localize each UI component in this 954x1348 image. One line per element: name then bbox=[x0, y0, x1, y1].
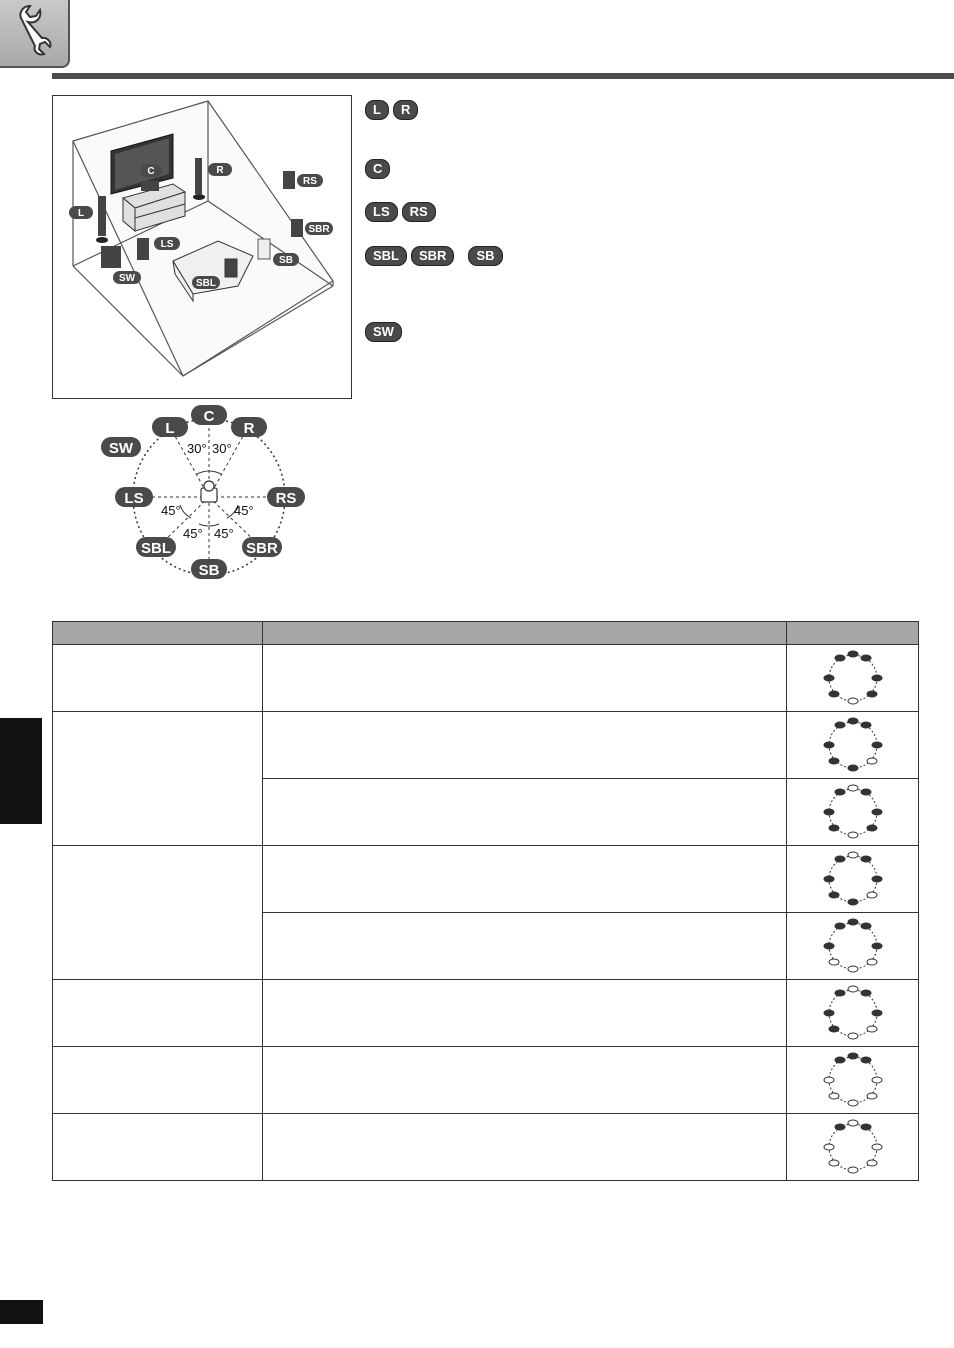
layout-cell bbox=[787, 712, 919, 779]
diagram-badge-sb bbox=[191, 559, 227, 579]
speaker-dot-inactive bbox=[867, 959, 877, 965]
speaker-dot-active bbox=[829, 1026, 839, 1032]
room-tag-c bbox=[140, 164, 162, 177]
svg-text:SB: SB bbox=[279, 255, 293, 266]
table-row bbox=[53, 712, 919, 779]
room-tag-r bbox=[208, 163, 232, 176]
speaker-dot-active bbox=[829, 691, 839, 697]
speaker-dot-inactive bbox=[867, 892, 877, 898]
room-tag-ls bbox=[154, 237, 180, 250]
speaker-dot-active bbox=[867, 691, 877, 697]
svg-text:SBR: SBR bbox=[246, 540, 278, 557]
layout-cell bbox=[787, 1114, 919, 1181]
badge-r: R bbox=[393, 100, 418, 120]
legend-row-surround bbox=[365, 202, 436, 222]
speaker-dot-active bbox=[835, 923, 845, 929]
speaker-dot-active bbox=[824, 809, 834, 815]
table-header-cell bbox=[787, 622, 919, 645]
svg-text:RS: RS bbox=[275, 490, 297, 507]
svg-text:SBR: SBR bbox=[308, 224, 330, 235]
speaker-dot-inactive bbox=[867, 758, 877, 764]
badge-sbl: SBL bbox=[365, 246, 407, 266]
badge-c: C bbox=[365, 159, 390, 179]
speaker-dot-inactive bbox=[867, 1160, 877, 1166]
room-tag-sbr bbox=[305, 222, 333, 235]
speaker-dot-active bbox=[835, 990, 845, 996]
table-cell bbox=[53, 980, 263, 1047]
badge-sb: SB bbox=[468, 246, 502, 266]
table-header-cell bbox=[53, 622, 263, 645]
speaker-dot-active bbox=[835, 789, 845, 795]
header-rule bbox=[52, 73, 954, 79]
speaker-dot-inactive bbox=[829, 1160, 839, 1166]
speaker-dot-active bbox=[829, 825, 839, 831]
badge-sw: SW bbox=[365, 322, 402, 342]
angle-label: 45° bbox=[183, 526, 203, 541]
table-row bbox=[53, 1114, 919, 1181]
diagram-badge-c bbox=[191, 405, 227, 425]
speaker-dot-inactive bbox=[848, 852, 858, 858]
speaker-layout-icon bbox=[821, 847, 885, 907]
room-tag-sbl bbox=[192, 276, 220, 289]
speaker-dot-inactive bbox=[848, 785, 858, 791]
legend-row-front bbox=[365, 100, 418, 120]
badge-ls: LS bbox=[365, 202, 398, 222]
table-row bbox=[53, 846, 919, 913]
legend-row-surround-back bbox=[365, 246, 503, 266]
diagram-badge-r bbox=[231, 417, 267, 437]
speaker-dot-active bbox=[861, 655, 871, 661]
speaker-dot-active bbox=[835, 1057, 845, 1063]
speaker-layout-icon bbox=[821, 981, 885, 1041]
svg-text:SBL: SBL bbox=[196, 278, 216, 289]
speaker-dot-inactive bbox=[829, 1093, 839, 1099]
speaker-dot-active bbox=[872, 675, 882, 681]
angle-label: 45° bbox=[161, 503, 181, 518]
table-cell bbox=[263, 1047, 787, 1114]
speaker-dot-inactive bbox=[867, 1026, 877, 1032]
speaker-dot-inactive bbox=[872, 1144, 882, 1150]
table-cell bbox=[53, 846, 263, 980]
svg-text:RS: RS bbox=[303, 176, 317, 187]
svg-text:SW: SW bbox=[118, 273, 136, 284]
speaker-dot-active bbox=[848, 899, 858, 905]
speaker-layout-icon bbox=[821, 780, 885, 840]
room-tag-sb bbox=[273, 253, 299, 266]
svg-text:R: R bbox=[243, 420, 255, 437]
speaker-placement-diagram bbox=[95, 400, 325, 585]
speaker-dot-active bbox=[829, 758, 839, 764]
speaker-dot-inactive bbox=[848, 1033, 858, 1039]
svg-text:SB: SB bbox=[198, 562, 220, 579]
svg-text:L: L bbox=[77, 208, 85, 219]
speaker-dot-active bbox=[861, 1057, 871, 1063]
diagram-badge-l bbox=[152, 417, 188, 437]
table-cell bbox=[263, 980, 787, 1047]
speaker-dot-inactive bbox=[872, 1077, 882, 1083]
speaker-dot-inactive bbox=[848, 966, 858, 972]
table-cell bbox=[263, 779, 787, 846]
room-tag-l bbox=[69, 206, 93, 219]
speaker-layout-icon bbox=[821, 1048, 885, 1108]
section-icon-tab bbox=[0, 0, 70, 68]
speaker-dot-active bbox=[861, 789, 871, 795]
svg-text:C: C bbox=[147, 166, 155, 177]
svg-text:LS: LS bbox=[160, 239, 174, 250]
speaker-dot-inactive bbox=[824, 1144, 834, 1150]
table-cell bbox=[263, 913, 787, 980]
table-cell bbox=[263, 846, 787, 913]
table-cell bbox=[53, 1114, 263, 1181]
speaker-dot-active bbox=[872, 876, 882, 882]
speaker-dot-inactive bbox=[867, 1093, 877, 1099]
layout-cell bbox=[787, 645, 919, 712]
speaker-dot-inactive bbox=[848, 986, 858, 992]
speaker-dot-inactive bbox=[824, 1077, 834, 1083]
room-illustration bbox=[52, 95, 352, 399]
table-cell bbox=[263, 712, 787, 779]
speaker-dot-active bbox=[872, 943, 882, 949]
svg-text:SBL: SBL bbox=[141, 540, 171, 557]
layout-cell bbox=[787, 779, 919, 846]
diagram-badge-rs bbox=[267, 487, 305, 507]
legend-row-center bbox=[365, 159, 390, 179]
speaker-dot-active bbox=[872, 742, 882, 748]
layout-cell bbox=[787, 846, 919, 913]
speaker-dot-inactive bbox=[848, 698, 858, 704]
layout-cell bbox=[787, 1047, 919, 1114]
speaker-dot-inactive bbox=[848, 1167, 858, 1173]
speaker-dot-active bbox=[848, 765, 858, 771]
svg-text:L: L bbox=[165, 420, 175, 437]
diagram-badge-sbl bbox=[136, 537, 176, 557]
svg-text:LS: LS bbox=[124, 490, 144, 507]
wrench-icon bbox=[0, 0, 66, 64]
layout-cell bbox=[787, 980, 919, 1047]
legend-row-subwoofer bbox=[365, 322, 402, 342]
speaker-layout-icon bbox=[821, 713, 885, 773]
table-row bbox=[53, 980, 919, 1047]
badge-l: L bbox=[365, 100, 389, 120]
table-cell bbox=[53, 1047, 263, 1114]
speaker-dot-active bbox=[861, 722, 871, 728]
speaker-dot-active bbox=[824, 742, 834, 748]
speaker-dot-active bbox=[872, 1010, 882, 1016]
room-tag-rs bbox=[297, 174, 323, 187]
angle-label: 45° bbox=[234, 503, 254, 518]
table-row bbox=[53, 645, 919, 712]
table-cell bbox=[263, 1114, 787, 1181]
speaker-dot-active bbox=[835, 655, 845, 661]
speaker-dot-active bbox=[835, 722, 845, 728]
diagram-badge-sbr bbox=[242, 537, 282, 557]
speaker-dot-inactive bbox=[829, 959, 839, 965]
speaker-dot-inactive bbox=[848, 832, 858, 838]
speaker-dot-active bbox=[824, 943, 834, 949]
speaker-dot-active bbox=[872, 809, 882, 815]
speaker-dot-active bbox=[824, 876, 834, 882]
angle-label: 45° bbox=[214, 526, 234, 541]
table-cell bbox=[53, 645, 263, 712]
table-row bbox=[53, 1047, 919, 1114]
svg-text:C: C bbox=[203, 408, 215, 425]
speaker-dot-active bbox=[824, 1010, 834, 1016]
speaker-dot-active bbox=[824, 675, 834, 681]
badge-rs: RS bbox=[402, 202, 436, 222]
speaker-dot-active bbox=[848, 651, 858, 657]
badge-sbr: SBR bbox=[411, 246, 454, 266]
speaker-layout-icon bbox=[821, 1115, 885, 1175]
speaker-dot-active bbox=[848, 1053, 858, 1059]
speaker-config-table bbox=[52, 621, 919, 1181]
speaker-dot-inactive bbox=[848, 1100, 858, 1106]
speaker-dot-inactive bbox=[848, 1120, 858, 1126]
angle-label: 30° bbox=[187, 441, 207, 456]
table-header-row bbox=[53, 622, 919, 645]
angle-label: 30° bbox=[212, 441, 232, 456]
listener-icon bbox=[201, 481, 217, 502]
table-cell bbox=[53, 712, 263, 846]
room-tag-sw bbox=[113, 271, 141, 284]
speaker-layout-icon bbox=[821, 914, 885, 974]
speaker-layout-icon bbox=[821, 646, 885, 706]
table-cell bbox=[263, 645, 787, 712]
svg-text:R: R bbox=[216, 165, 224, 176]
speaker-dot-active bbox=[861, 923, 871, 929]
speaker-dot-active bbox=[861, 1124, 871, 1130]
speaker-dot-active bbox=[835, 1124, 845, 1130]
speaker-dot-active bbox=[861, 990, 871, 996]
speaker-dot-active bbox=[848, 718, 858, 724]
table-header-cell bbox=[263, 622, 787, 645]
section-side-tab bbox=[0, 718, 42, 824]
layout-cell bbox=[787, 913, 919, 980]
diagram-badge-sw bbox=[101, 437, 141, 457]
svg-text:SW: SW bbox=[108, 440, 134, 457]
speaker-dot-active bbox=[861, 856, 871, 862]
page-number-tab bbox=[0, 1300, 43, 1324]
diagram-badge-ls bbox=[115, 487, 153, 507]
speaker-dot-active bbox=[829, 892, 839, 898]
speaker-dot-active bbox=[867, 825, 877, 831]
speaker-dot-active bbox=[835, 856, 845, 862]
speaker-dot-active bbox=[848, 919, 858, 925]
